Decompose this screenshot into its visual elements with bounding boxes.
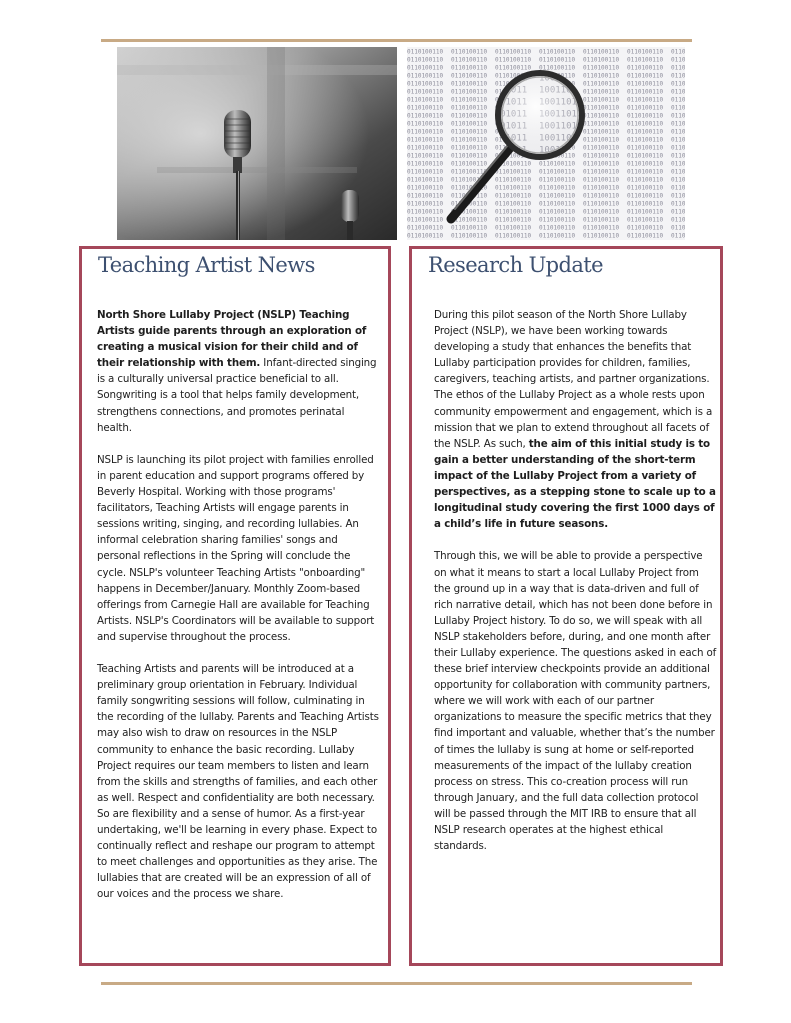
bottom-divider [101, 982, 692, 985]
top-divider [101, 39, 692, 42]
research-update-title: Research Update [428, 253, 603, 277]
teaching-paragraph-1-lead: North Shore Lullaby Project (NSLP) Teaching Artists guide parents through an exploration of creating a musical vision for their child and of their relationship with them. [97, 309, 367, 370]
magnifying-glass-image [407, 47, 685, 240]
research-paragraph-1-text: During this pilot season of the North Shore Lullaby Project (NSLP), we have been working towards developing a study that enhances the benefits that Lullaby participation provides for children, families, caregivers, teaching artists, and partner organizations. The ethos of the Lullaby Project as a whole rests upon community empowerment and engagement, which is a mission that we plan to extend throughout all facets of the NSLP. As such, [434, 309, 713, 450]
research-paragraph-1-emphasis: the aim of this initial study is to gain a better understanding of the short-term impact of the Lullaby Project from a variety of perspectives, as a stepping stone to scale up to a longitudinal study covering the first 1000 days of a child’s life in future seasons. [434, 437, 716, 531]
teaching-paragraph-1-text: Infant-directed singing is a culturally universal practice beneficial to all. Songwriting is a tool that helps family development, strengthens connections, and promotes perinatal health. [97, 357, 377, 434]
microphones-photo [117, 47, 397, 240]
teaching-artist-news-panel [79, 246, 391, 966]
teaching-paragraph-3: Teaching Artists and parents will be introduced at a preliminary group orientation in February. Individual family songwriting sessions will follow, culminating in the recording of the lullaby. Parents and Teaching Artists may also wish to draw on resources in the NSLP community to enhance the basic recording. Lullaby Project requires our team members to listen and learn from the skills and strengths of families, and each other as well. Respect and confidentiality are both necessary. So are flexibility and a sense of humor. As a first-year undertaking, we'll be learning in every phase. Expect to continually reflect and reshape our program to attempt to meet challenges and opportunities as they arise. The lullabies that are created will be an expression of all of our voices and the process we share. [97, 663, 379, 901]
teaching-artist-news-body [97, 307, 382, 919]
teaching-paragraph-1 [97, 307, 382, 436]
teaching-paragraph-2: NSLP is launching its pilot project with families enrolled in parent education and support programs offered by Beverly Hospital. Working with those programs' facilitators, Teaching Artists will engage parents in sessions writing, singing, and recording lullabies. An informal celebration sharing families' songs and personal reflections in the Spring will conclude the cycle. NSLP's volunteer Teaching Artists "onboarding" happens in December/January. Monthly Zoom-based offerings from Carnegie Hall are available for Teaching Artists. NSLP's Coordinators will be available to support and supervise throughout the process. [97, 453, 375, 643]
magnifying-glass-photo [407, 47, 685, 240]
research-paragraph-2: Through this, we will be able to provide a perspective on what it means to start a local Lullaby Project from the ground up in a way that is data-driven and full of rich narrative detail, which has not been done before in Lullaby Project history. To do so, we will speak with all NSLP stakeholders before, during, and one month after their Lullaby experience. The questions asked in each of these brief interview checkpoints provide an additional opportunity for collaboration with community partners, where we will work with each of our partner organizations to measure the specific metrics that they find important and valuable, whether that’s the number of times the lullaby is sung at home or self-reported measurements of the impact of the lullaby creation process on stress. This co-creation process will run through January, and the full data collection protocol will be passed through the MIT IRB to ensure that all NSLP research operates at the highest ethical standards. [434, 550, 717, 853]
research-update-body [434, 307, 717, 870]
research-paragraph-1 [434, 307, 717, 532]
microphones-image [117, 47, 397, 240]
research-update-panel [409, 246, 723, 966]
teaching-artist-news-title: Teaching Artist News [98, 253, 315, 277]
